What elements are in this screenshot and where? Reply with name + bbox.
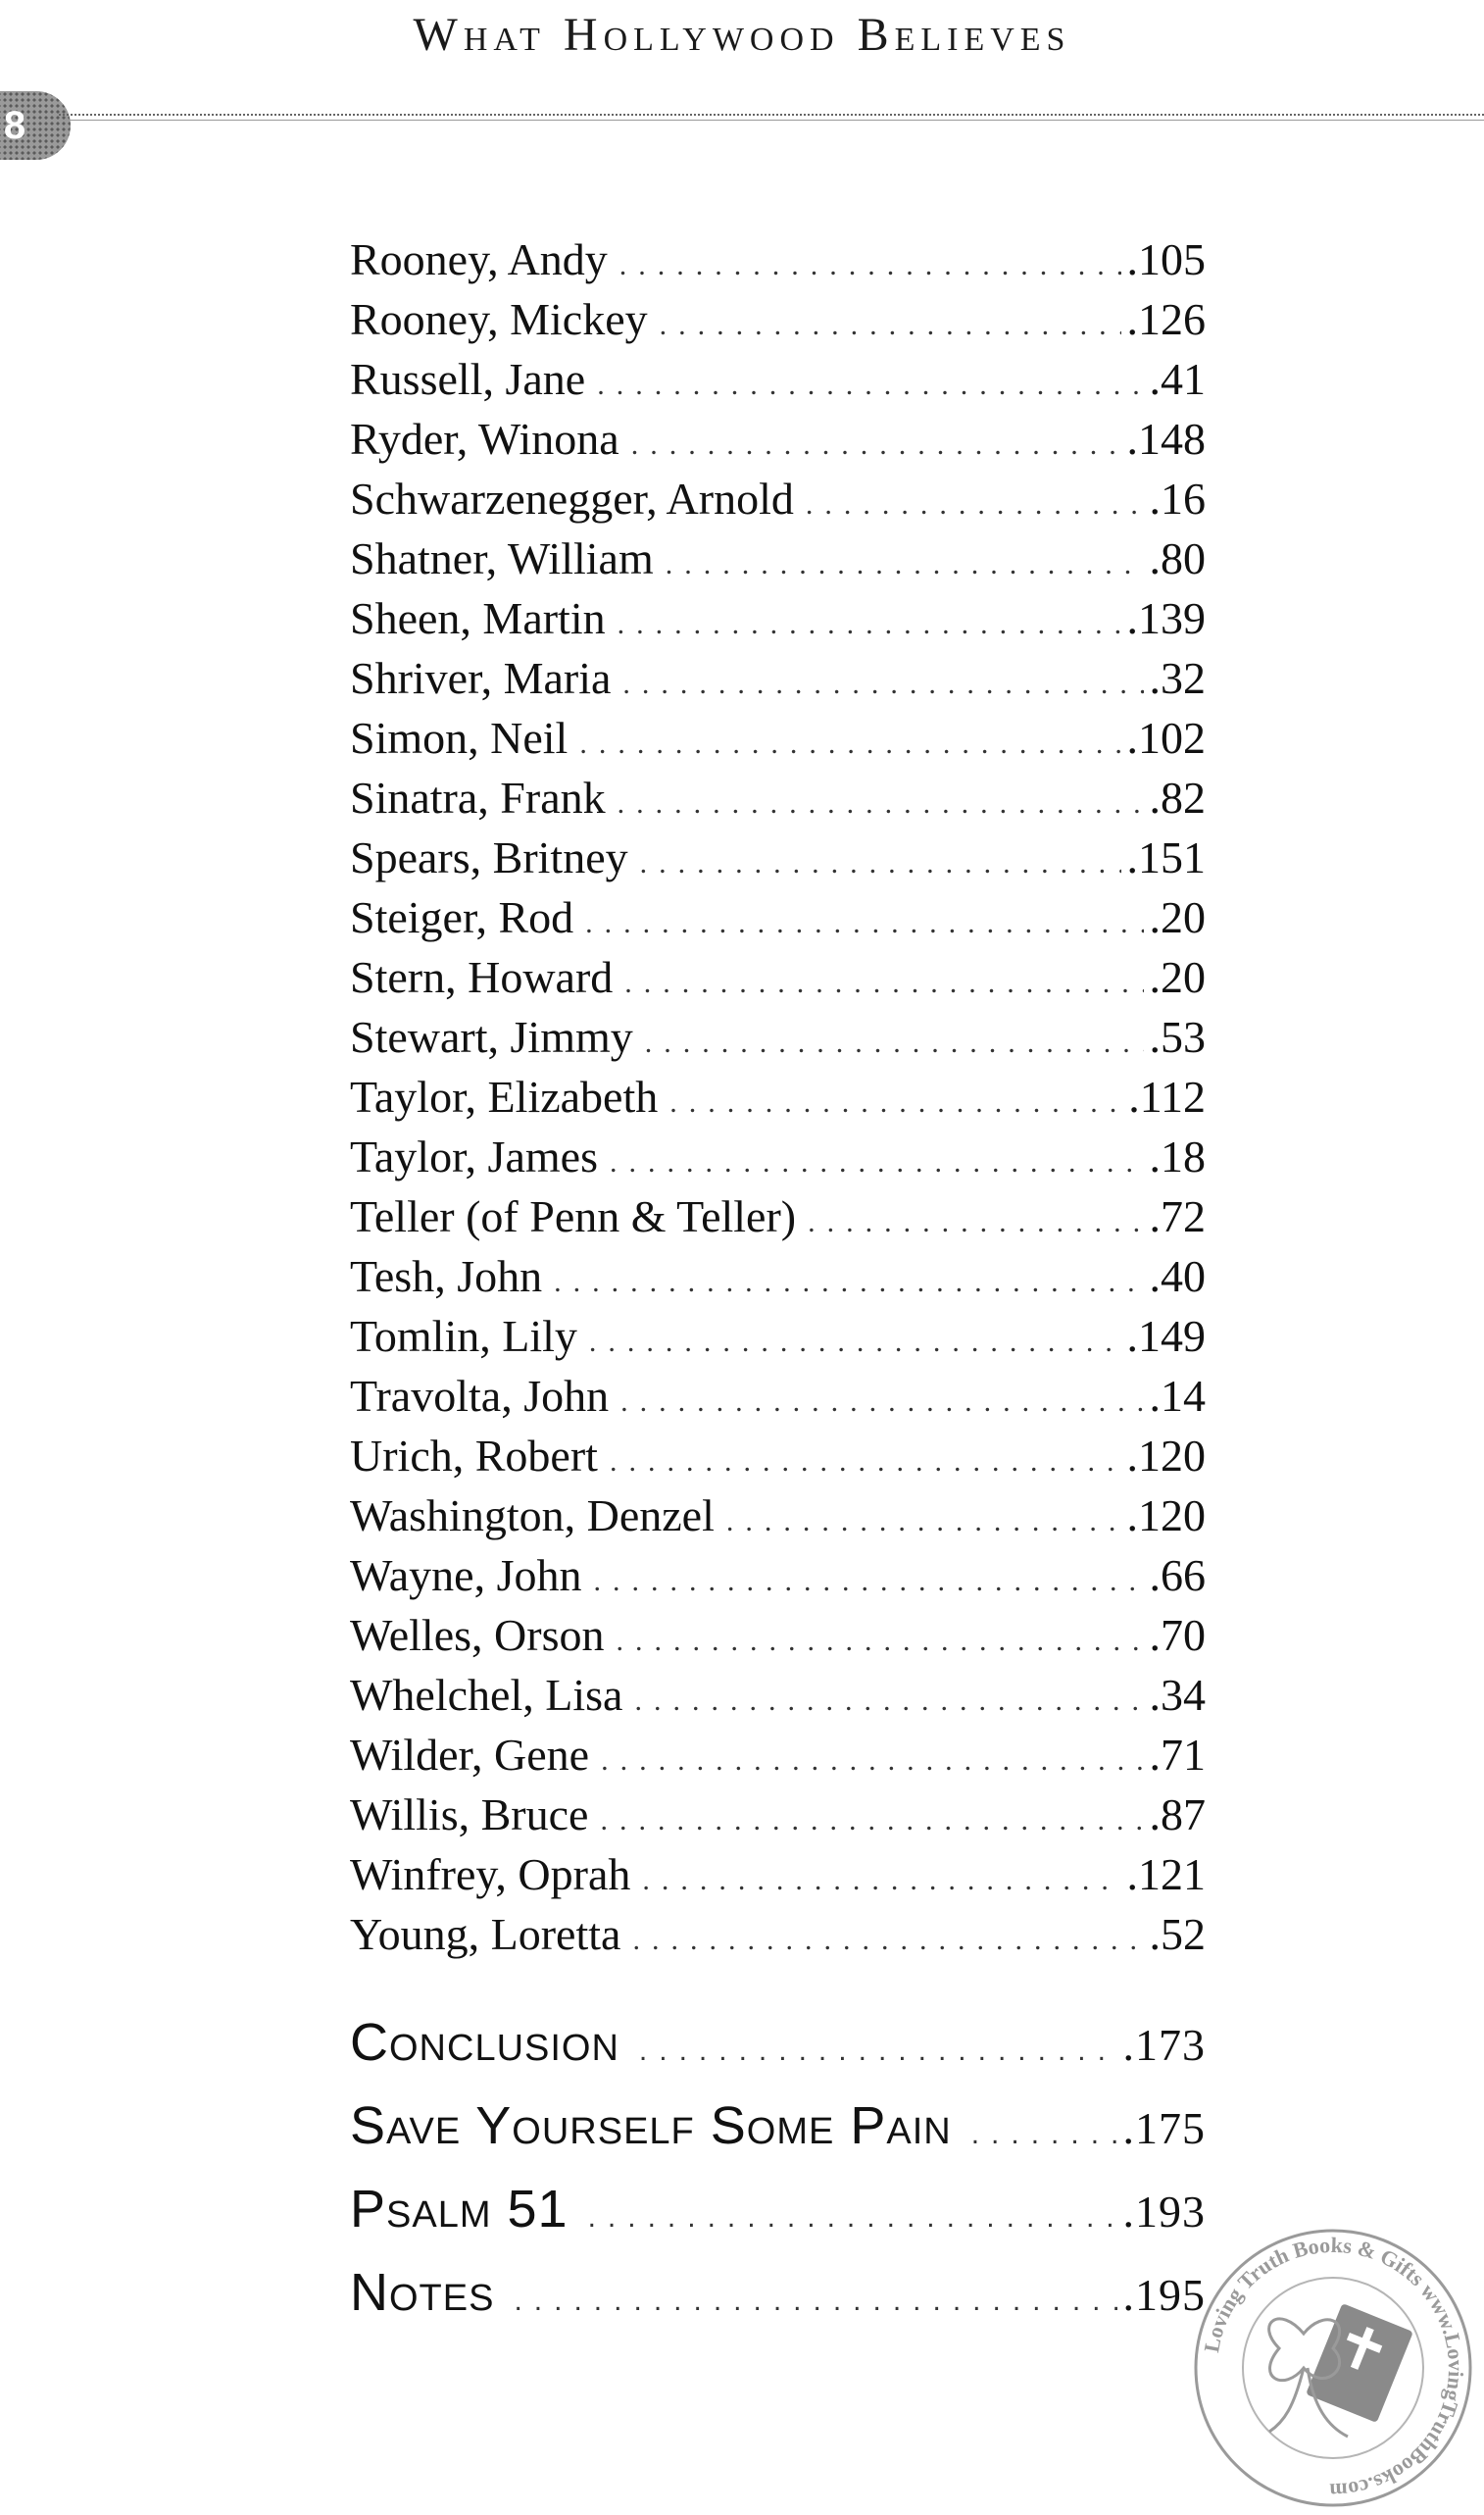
entry-name: Wayne, John xyxy=(350,1550,582,1600)
entry-page: .151 xyxy=(1126,832,1206,882)
index-entry xyxy=(350,1669,1206,1729)
index-entry xyxy=(350,772,1206,831)
dot-leader xyxy=(639,2035,1117,2068)
dot-leader xyxy=(666,548,1144,581)
dot-leader xyxy=(585,907,1143,940)
dot-leader xyxy=(589,1326,1121,1359)
entry-name: Shatner, William xyxy=(350,533,654,583)
entry-page: .66 xyxy=(1149,1550,1206,1600)
entry-page: .112 xyxy=(1128,1072,1206,1122)
entry-name: Shriver, Maria xyxy=(350,653,612,703)
entry-name: Russell, Jane xyxy=(350,354,586,404)
section-list xyxy=(350,2012,1206,2345)
entry-name: Taylor, James xyxy=(350,1132,598,1182)
section-entry xyxy=(350,2095,1206,2179)
entry-page: .120 xyxy=(1126,1431,1206,1481)
entry-page: .14 xyxy=(1149,1371,1206,1421)
entry-name: Tesh, John xyxy=(350,1251,543,1301)
dot-leader xyxy=(579,728,1120,761)
index-entry xyxy=(350,1430,1206,1489)
index-entry xyxy=(350,652,1206,712)
entry-page: .52 xyxy=(1149,1909,1206,1959)
entry-name: Teller (of Penn & Teller) xyxy=(350,1191,797,1241)
entry-name: Winfrey, Oprah xyxy=(350,1849,631,1899)
entry-page: .18 xyxy=(1149,1132,1206,1182)
entry-page: .71 xyxy=(1149,1730,1206,1780)
index-list xyxy=(350,233,1206,1968)
entry-name: Sinatra, Frank xyxy=(350,773,606,823)
section-page: .173 xyxy=(1122,2020,1206,2070)
dot-leader xyxy=(597,369,1143,402)
entry-page: .34 xyxy=(1149,1670,1206,1720)
dot-leader xyxy=(632,1924,1143,1957)
entry-page: .53 xyxy=(1149,1012,1206,1062)
entry-name: Washington, Denzel xyxy=(350,1490,715,1540)
dot-leader xyxy=(726,1505,1121,1538)
entry-name: Taylor, Elizabeth xyxy=(350,1072,659,1122)
entry-name: Rooney, Mickey xyxy=(350,294,648,344)
entry-name: Whelchel, Lisa xyxy=(350,1670,623,1720)
dot-leader xyxy=(806,488,1144,522)
dot-leader xyxy=(631,428,1121,462)
section-entry xyxy=(350,2262,1206,2345)
dot-leader xyxy=(618,608,1121,641)
entry-page: .87 xyxy=(1149,1789,1206,1839)
entry-page: .149 xyxy=(1126,1311,1206,1361)
entry-name: Young, Loretta xyxy=(350,1909,621,1959)
entry-name: Simon, Neil xyxy=(350,713,569,763)
section-page: .175 xyxy=(1122,2103,1206,2153)
dot-leader xyxy=(620,1385,1143,1419)
section-entry xyxy=(350,2179,1206,2262)
entry-page: .139 xyxy=(1126,593,1206,643)
page-number: 8 xyxy=(3,104,26,147)
index-entry xyxy=(350,891,1206,951)
section-title: Psalm 51 xyxy=(350,2180,569,2238)
dot-leader xyxy=(642,1864,1120,1897)
index-entry xyxy=(350,831,1206,891)
entry-page: .82 xyxy=(1149,773,1206,823)
entry-page: .126 xyxy=(1126,294,1206,344)
index-entry xyxy=(350,233,1206,293)
section-title: Conclusion xyxy=(350,2013,619,2072)
dot-leader xyxy=(610,1445,1121,1479)
watermark-text: Loving Truth Books & Gifts www.LovingTruthBooks.com xyxy=(1199,2232,1469,2504)
index-entry xyxy=(350,1131,1206,1190)
entry-page: .102 xyxy=(1126,713,1206,763)
index-entry xyxy=(350,532,1206,592)
entry-page: .32 xyxy=(1149,653,1206,703)
entry-name: Tomlin, Lily xyxy=(350,1311,577,1361)
dot-leader xyxy=(514,2285,1116,2318)
entry-name: Stern, Howard xyxy=(350,952,614,1002)
entry-page: .20 xyxy=(1149,952,1206,1002)
entry-name: Welles, Orson xyxy=(350,1610,605,1660)
entry-page: .148 xyxy=(1126,414,1206,464)
section-title: Notes xyxy=(350,2263,495,2322)
entry-name: Wilder, Gene xyxy=(350,1730,590,1780)
dot-leader xyxy=(616,1625,1143,1658)
index-entry xyxy=(350,473,1206,532)
entry-name: Spears, Britney xyxy=(350,832,628,882)
index-entry xyxy=(350,1011,1206,1071)
entry-page: .105 xyxy=(1126,234,1206,284)
index-entry xyxy=(350,293,1206,353)
dot-leader xyxy=(619,249,1121,282)
section-page: .195 xyxy=(1122,2270,1206,2320)
entry-page: .41 xyxy=(1149,354,1206,404)
index-entry xyxy=(350,413,1206,473)
index-entry xyxy=(350,1549,1206,1609)
dot-leader xyxy=(588,2201,1117,2235)
index-entry xyxy=(350,1489,1206,1549)
dot-leader xyxy=(669,1086,1122,1120)
entry-page: .120 xyxy=(1126,1490,1206,1540)
dot-leader xyxy=(593,1565,1143,1598)
section-page: .193 xyxy=(1122,2187,1206,2237)
entry-name: Steiger, Rod xyxy=(350,892,574,942)
index-entry xyxy=(350,1788,1206,1848)
watermark-seal-icon xyxy=(1186,2221,1480,2515)
entry-name: Schwarzenegger, Arnold xyxy=(350,474,794,524)
entry-name: Sheen, Martin xyxy=(350,593,606,643)
dot-leader xyxy=(610,1146,1144,1180)
index-entry xyxy=(350,951,1206,1011)
entry-page: .40 xyxy=(1149,1251,1206,1301)
entry-name: Rooney, Andy xyxy=(350,234,608,284)
section-title: Save Yourself Some Pain xyxy=(350,2096,952,2155)
dot-leader xyxy=(634,1685,1143,1718)
header-rule-solid xyxy=(59,120,1484,121)
running-head: What Hollywood Believes xyxy=(413,9,1071,61)
index-entry xyxy=(350,712,1206,772)
index-entry xyxy=(350,1848,1206,1908)
header-rule-dotted xyxy=(59,114,1484,116)
entry-name: Willis, Bruce xyxy=(350,1789,589,1839)
dot-leader xyxy=(554,1266,1143,1299)
index-entry xyxy=(350,1370,1206,1430)
entry-page: .80 xyxy=(1149,533,1206,583)
dot-leader xyxy=(624,967,1143,1000)
index-entry xyxy=(350,1190,1206,1250)
entry-page: .16 xyxy=(1149,474,1206,524)
index-entry xyxy=(350,592,1206,652)
dot-leader xyxy=(660,309,1121,342)
index-entry xyxy=(350,1310,1206,1370)
entry-name: Urich, Robert xyxy=(350,1431,598,1481)
entry-name: Stewart, Jimmy xyxy=(350,1012,633,1062)
section-entry xyxy=(350,2012,1206,2095)
index-entry xyxy=(350,1250,1206,1310)
dot-leader xyxy=(808,1206,1143,1239)
dot-leader xyxy=(645,1027,1144,1060)
index-entry xyxy=(350,1908,1206,1968)
dot-leader xyxy=(622,668,1143,701)
entry-page: .72 xyxy=(1149,1191,1206,1241)
dot-leader xyxy=(600,1804,1143,1837)
index-entry xyxy=(350,1729,1206,1788)
dot-leader xyxy=(640,847,1121,880)
dot-leader xyxy=(601,1744,1143,1778)
dot-leader xyxy=(971,2118,1117,2151)
entry-name: Travolta, John xyxy=(350,1371,610,1421)
entry-page: .70 xyxy=(1149,1610,1206,1660)
entry-page: .20 xyxy=(1149,892,1206,942)
index-entry xyxy=(350,1071,1206,1131)
entry-page: .121 xyxy=(1126,1849,1206,1899)
index-entry xyxy=(350,1609,1206,1669)
dot-leader xyxy=(618,787,1144,821)
entry-name: Ryder, Winona xyxy=(350,414,619,464)
index-entry xyxy=(350,353,1206,413)
